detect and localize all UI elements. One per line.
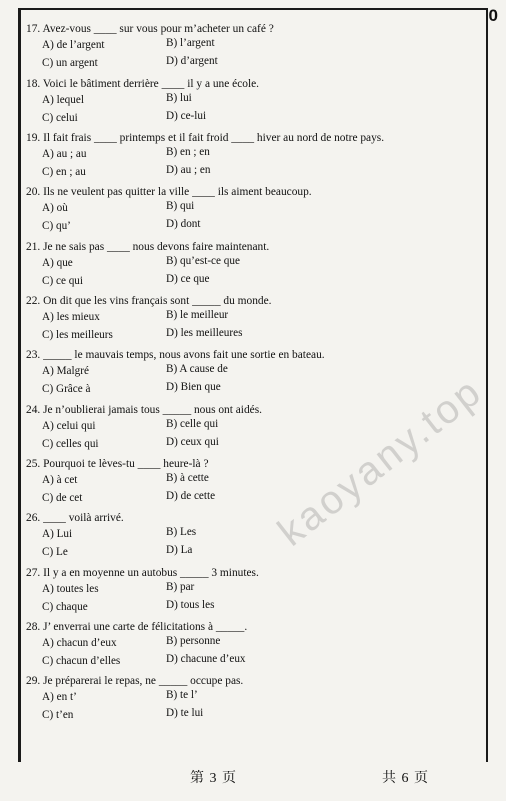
answer-options: [26, 580, 486, 616]
option-a: A) les mieux: [42, 311, 100, 323]
question-stem: 29. Je préparerai le repas, ne _____ occupe pas.: [26, 675, 244, 687]
option-a: A) où: [42, 202, 68, 214]
option-c: C) chaque: [42, 601, 88, 613]
answer-options: [26, 308, 486, 344]
question-19: [26, 131, 486, 181]
question-stem: 24. Je n’oublierai jamais tous _____ nous ont aidés.: [26, 404, 263, 416]
option-b: B) qu’est-ce que: [166, 255, 240, 267]
option-c: C) les meilleurs: [42, 329, 113, 341]
option-b: B) en ; en: [166, 146, 210, 158]
option-d: D) te lui: [166, 707, 204, 719]
option-b: B) celle qui: [166, 418, 219, 430]
question-stem: 21. Je ne sais pas ____ nous devons faire maintenant.: [26, 241, 270, 253]
option-a: A) toutes les: [42, 583, 99, 595]
option-d: D) dont: [166, 218, 201, 230]
option-d: D) d’argent: [166, 55, 218, 67]
answer-options: [26, 254, 486, 290]
option-c: C) un argent: [42, 57, 98, 69]
answer-options: [26, 362, 486, 398]
option-c: C) celles qui: [42, 438, 99, 450]
option-b: B) A cause de: [166, 363, 228, 375]
option-c: C) ce qui: [42, 275, 84, 287]
answer-options: [26, 199, 486, 235]
page-number: 第 3 页: [190, 771, 237, 786]
question-stem: 26. ____ voilà arrivé.: [26, 512, 124, 524]
option-c: C) qu’: [42, 220, 71, 232]
option-c: C) en ; au: [42, 166, 86, 178]
option-d: D) de cette: [166, 490, 216, 502]
option-b: B) l’argent: [166, 37, 215, 49]
option-a: A) Malgré: [42, 365, 89, 377]
question-stem: 19. Il fait frais ____ printemps et il fait froid ____ hiver au nord de notre pays.: [26, 132, 385, 144]
option-a: A) celui qui: [42, 420, 96, 432]
question-27: [26, 566, 486, 616]
option-d: D) ce que: [166, 273, 210, 285]
option-d: D) tous les: [166, 599, 215, 611]
question-stem: 25. Pourquoi te lèves-tu ____ heure-là ?: [26, 458, 209, 470]
option-a: A) au ; au: [42, 148, 87, 160]
option-b: B) personne: [166, 635, 221, 647]
question-18: [26, 77, 486, 127]
option-a: A) que: [42, 257, 73, 269]
option-a: A) de l’argent: [42, 39, 105, 51]
option-c: C) celui: [42, 112, 78, 124]
option-b: B) qui: [166, 200, 195, 212]
option-a: A) Lui: [42, 528, 73, 540]
option-c: C) t’en: [42, 709, 74, 721]
question-28: [26, 620, 486, 670]
question-stem: 22. On dit que les vins français sont _____ du monde.: [26, 295, 272, 307]
option-b: B) par: [166, 581, 195, 593]
question-23: [26, 348, 486, 398]
option-a: A) en t’: [42, 691, 77, 703]
question-stem: 18. Voici le bâtiment derrière ____ il y a une école.: [26, 78, 260, 90]
question-22: [26, 294, 486, 344]
question-26: [26, 511, 486, 561]
question-25: [26, 457, 486, 507]
question-stem: 27. Il y a en moyenne un autobus _____ 3 minutes.: [26, 567, 259, 579]
option-b: B) à cette: [166, 472, 209, 484]
question-17: [26, 22, 486, 72]
answer-options: [26, 91, 486, 127]
question-29: [26, 674, 486, 724]
option-d: D) ce-lui: [166, 110, 207, 122]
answer-options: [26, 471, 486, 507]
option-a: A) lequel: [42, 94, 84, 106]
answer-options: [26, 688, 486, 724]
answer-options: [26, 145, 486, 181]
question-20: [26, 185, 486, 235]
question-stem: 20. Ils ne veulent pas quitter la ville ____ ils aiment beaucoup.: [26, 186, 312, 198]
option-d: D) ceux qui: [166, 436, 219, 448]
option-c: C) de cet: [42, 492, 83, 504]
total-pages: 共 6 页: [382, 771, 429, 786]
watermark: kaoyany.top: [270, 368, 491, 555]
answer-options: [26, 525, 486, 561]
option-b: B) Les: [166, 526, 197, 538]
answer-options: [26, 36, 486, 72]
option-b: B) lui: [166, 92, 192, 104]
option-c: C) Grâce à: [42, 383, 91, 395]
option-d: D) La: [166, 544, 193, 556]
option-d: D) chacune d’eux: [166, 653, 246, 665]
option-a: A) à cet: [42, 474, 78, 486]
option-d: D) les meilleures: [166, 327, 243, 339]
option-c: C) Le: [42, 546, 68, 558]
corner-mark: 0: [488, 6, 498, 25]
option-b: B) te l’: [166, 689, 198, 701]
option-c: C) chacun d’elles: [42, 655, 121, 667]
question-stem: 23. _____ le mauvais temps, nous avons fait une sortie en bateau.: [26, 349, 325, 361]
option-d: D) au ; en: [166, 164, 211, 176]
question-stem: 28. J’ enverrai une carte de félicitations à _____.: [26, 621, 248, 633]
option-d: D) Bien que: [166, 381, 221, 393]
option-b: B) le meilleur: [166, 309, 229, 321]
option-a: A) chacun d’eux: [42, 637, 117, 649]
answer-options: [26, 634, 486, 670]
question-stem: 17. Avez-vous ____ sur vous pour m’acheter un café ?: [26, 23, 274, 35]
question-21: [26, 240, 486, 290]
